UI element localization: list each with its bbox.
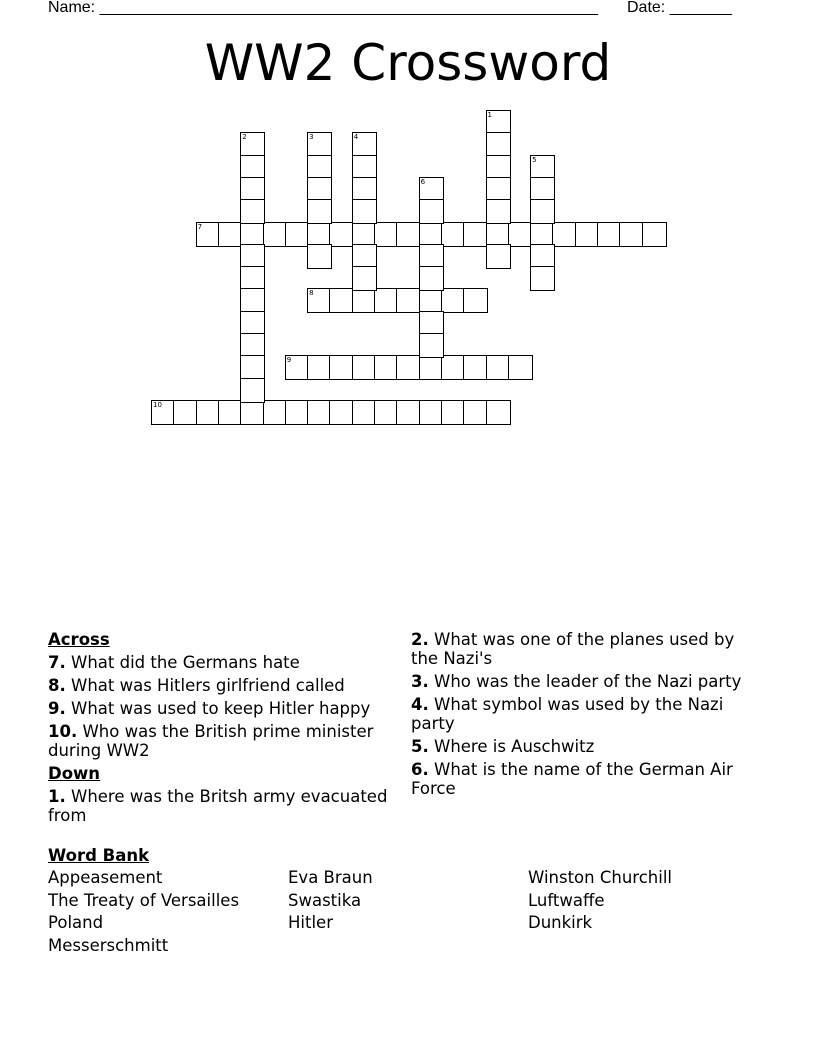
- cell-number: 1: [487, 111, 492, 119]
- word-bank-item: Dunkirk: [528, 913, 593, 932]
- clue-number: 5.: [411, 737, 429, 756]
- word-bank-item: Appeasement: [48, 868, 163, 887]
- name-field-label: Name: ________________________________________________________: [48, 0, 598, 16]
- crossword-cell[interactable]: [196, 400, 221, 425]
- crossword-cell[interactable]: [240, 222, 265, 247]
- clue-number: 2.: [411, 630, 429, 649]
- clue-text: What was Hitlers girlfriend called: [71, 676, 345, 695]
- crossword-cell[interactable]: [441, 355, 466, 380]
- crossword-cell[interactable]: [307, 355, 332, 380]
- clue-down-6: [411, 760, 761, 798]
- crossword-cell[interactable]: [530, 155, 555, 180]
- crossword-cell[interactable]: [307, 155, 332, 180]
- crossword-cell[interactable]: [486, 177, 511, 202]
- clue-number: 7.: [48, 653, 66, 672]
- crossword-cell[interactable]: [575, 222, 600, 247]
- clue-text: What did the Germans hate: [71, 653, 300, 672]
- clue-text: What is the name of the German Air Force: [411, 760, 733, 798]
- crossword-cell[interactable]: [463, 400, 488, 425]
- crossword-cell[interactable]: [508, 222, 533, 247]
- date-field-label: Date: _______: [627, 0, 732, 16]
- clue-down-3: [411, 672, 761, 691]
- crossword-cell[interactable]: [352, 288, 377, 313]
- crossword-cell[interactable]: [352, 132, 377, 157]
- clues-right-column: [411, 630, 761, 802]
- crossword-cell[interactable]: [441, 222, 466, 247]
- clue-down-1: [48, 787, 398, 825]
- crossword-cell[interactable]: [419, 311, 444, 336]
- crossword-cell[interactable]: [530, 266, 555, 291]
- crossword-cell[interactable]: [240, 311, 265, 336]
- clue-number: 3.: [411, 672, 429, 691]
- crossword-grid: [0, 0, 816, 450]
- word-bank-item: Swastika: [288, 891, 362, 910]
- clue-text: What symbol was used by the Nazi party: [411, 695, 724, 733]
- crossword-cell[interactable]: [218, 222, 243, 247]
- crossword-cell[interactable]: [240, 132, 265, 157]
- crossword-cell[interactable]: [352, 199, 377, 224]
- crossword-cell[interactable]: [307, 288, 332, 313]
- crossword-cell[interactable]: [419, 177, 444, 202]
- crossword-cell[interactable]: [263, 222, 288, 247]
- crossword-cell[interactable]: [396, 355, 421, 380]
- crossword-cell[interactable]: [196, 222, 221, 247]
- crossword-cell[interactable]: [419, 244, 444, 269]
- crossword-cell[interactable]: [352, 355, 377, 380]
- crossword-cell[interactable]: [419, 266, 444, 291]
- clue-down-2: [411, 630, 761, 668]
- crossword-cell[interactable]: [173, 400, 198, 425]
- crossword-cell[interactable]: [597, 222, 622, 247]
- crossword-cell[interactable]: [240, 355, 265, 380]
- word-bank-title: Word Bank: [48, 846, 150, 865]
- clue-number: 1.: [48, 787, 66, 806]
- crossword-cell[interactable]: [329, 222, 354, 247]
- clue-text: Who was the British prime minister during WW2: [48, 722, 374, 760]
- clue-number: 4.: [411, 695, 429, 714]
- clue-down-4: [411, 695, 761, 733]
- cell-number: 4: [353, 133, 359, 142]
- crossword-cell[interactable]: [396, 222, 421, 247]
- crossword-cell[interactable]: [374, 355, 399, 380]
- clue-across-8: [48, 676, 398, 695]
- crossword-cell[interactable]: [352, 266, 377, 291]
- crossword-cell[interactable]: [285, 355, 310, 380]
- cell-number: 9: [286, 356, 292, 365]
- clue-across-9: [48, 699, 398, 718]
- crossword-cell[interactable]: [352, 244, 377, 269]
- cell-number: 6: [420, 177, 426, 186]
- crossword-cell[interactable]: [419, 333, 444, 358]
- crossword-cell[interactable]: [486, 155, 511, 180]
- crossword-cell[interactable]: [463, 222, 488, 247]
- word-bank-item: Messerschmitt: [48, 936, 169, 955]
- clues-left-column: [48, 630, 398, 829]
- crossword-cell[interactable]: [352, 155, 377, 180]
- cell-number: 5: [532, 155, 537, 164]
- crossword-cell[interactable]: [486, 132, 511, 157]
- crossword-cell[interactable]: [419, 355, 444, 380]
- crossword-cell[interactable]: [486, 400, 511, 425]
- clue-across-10: [48, 722, 398, 760]
- crossword-cell[interactable]: [240, 333, 265, 358]
- crossword-cell[interactable]: [329, 400, 354, 425]
- word-bank-item: Eva Braun: [288, 868, 373, 887]
- crossword-cell[interactable]: [463, 355, 488, 380]
- crossword-cell[interactable]: [240, 177, 265, 202]
- crossword-cell[interactable]: [530, 222, 555, 247]
- crossword-cell[interactable]: [419, 199, 444, 224]
- crossword-cell[interactable]: [463, 288, 488, 313]
- crossword-cell[interactable]: [396, 288, 421, 313]
- clue-across-7: [48, 653, 398, 672]
- crossword-cell[interactable]: [240, 400, 265, 425]
- word-bank-item: Winston Churchill: [528, 868, 672, 887]
- crossword-cell[interactable]: [307, 199, 332, 224]
- word-bank-item: Poland: [48, 913, 104, 932]
- crossword-cell[interactable]: [307, 222, 332, 247]
- crossword-cell[interactable]: [486, 355, 511, 380]
- clue-text: Where is Auschwitz: [434, 737, 595, 756]
- crossword-cell[interactable]: [240, 266, 265, 291]
- clue-text: Who was the leader of the Nazi party: [434, 672, 742, 691]
- word-bank-item: Luftwaffe: [528, 891, 605, 910]
- crossword-cell[interactable]: [307, 244, 332, 269]
- crossword-cell[interactable]: [263, 400, 288, 425]
- crossword-cell[interactable]: [486, 199, 511, 224]
- crossword-cell[interactable]: [240, 199, 265, 224]
- crossword-cell[interactable]: [396, 400, 421, 425]
- crossword-cell[interactable]: [240, 378, 265, 403]
- word-bank-item: Hitler: [288, 913, 333, 932]
- crossword-cell[interactable]: [530, 177, 555, 202]
- clue-number: 8.: [48, 676, 66, 695]
- crossword-cell[interactable]: [352, 400, 377, 425]
- crossword-cell[interactable]: [486, 110, 511, 135]
- cell-number: 2: [242, 133, 247, 142]
- crossword-cell[interactable]: [307, 400, 332, 425]
- crossword-cell[interactable]: [374, 400, 399, 425]
- crossword-cell[interactable]: [486, 244, 511, 269]
- cell-number: 3: [309, 133, 314, 142]
- crossword-cell[interactable]: [552, 222, 577, 247]
- word-bank-item: The Treaty of Versailles: [48, 891, 240, 910]
- crossword-cell[interactable]: [240, 244, 265, 269]
- clue-number: 6.: [411, 760, 429, 779]
- crossword-cell[interactable]: [240, 288, 265, 313]
- clue-number: 9.: [48, 699, 66, 718]
- crossword-cell[interactable]: [530, 199, 555, 224]
- crossword-cell[interactable]: [285, 400, 310, 425]
- crossword-cell[interactable]: [329, 288, 354, 313]
- crossword-cell[interactable]: [151, 400, 176, 425]
- clue-down-5: [411, 737, 761, 756]
- clue-text: What was one of the planes used by the Nazi's: [411, 630, 735, 668]
- crossword-cell[interactable]: [619, 222, 644, 247]
- crossword-cell[interactable]: [218, 400, 243, 425]
- crossword-cell[interactable]: [642, 222, 667, 247]
- crossword-cell[interactable]: [530, 244, 555, 269]
- crossword-cell[interactable]: [307, 132, 332, 157]
- down-title: Down: [48, 764, 101, 783]
- page-title: WW2 Crossword: [204, 34, 612, 92]
- crossword-cell[interactable]: [329, 355, 354, 380]
- crossword-cell[interactable]: [374, 222, 399, 247]
- crossword-cell[interactable]: [508, 355, 533, 380]
- crossword-cell[interactable]: [307, 177, 332, 202]
- cell-number: 10: [153, 400, 162, 409]
- crossword-cell[interactable]: [441, 288, 466, 313]
- crossword-cell[interactable]: [441, 400, 466, 425]
- crossword-cell[interactable]: [352, 222, 377, 247]
- clue-text: Where was the Britsh army evacuated from: [48, 787, 388, 825]
- cell-number: 8: [309, 289, 314, 298]
- cell-number: 7: [197, 222, 203, 231]
- crossword-cell[interactable]: [352, 177, 377, 202]
- crossword-cell[interactable]: [240, 155, 265, 180]
- crossword-cell[interactable]: [285, 222, 310, 247]
- crossword-cell[interactable]: [419, 222, 444, 247]
- crossword-cell[interactable]: [419, 400, 444, 425]
- clue-text: What was used to keep Hitler happy: [71, 699, 371, 718]
- across-title: Across: [48, 630, 110, 649]
- crossword-cell[interactable]: [374, 288, 399, 313]
- crossword-cell[interactable]: [486, 222, 511, 247]
- crossword-cell[interactable]: [419, 288, 444, 313]
- clue-number: 10.: [48, 722, 78, 741]
